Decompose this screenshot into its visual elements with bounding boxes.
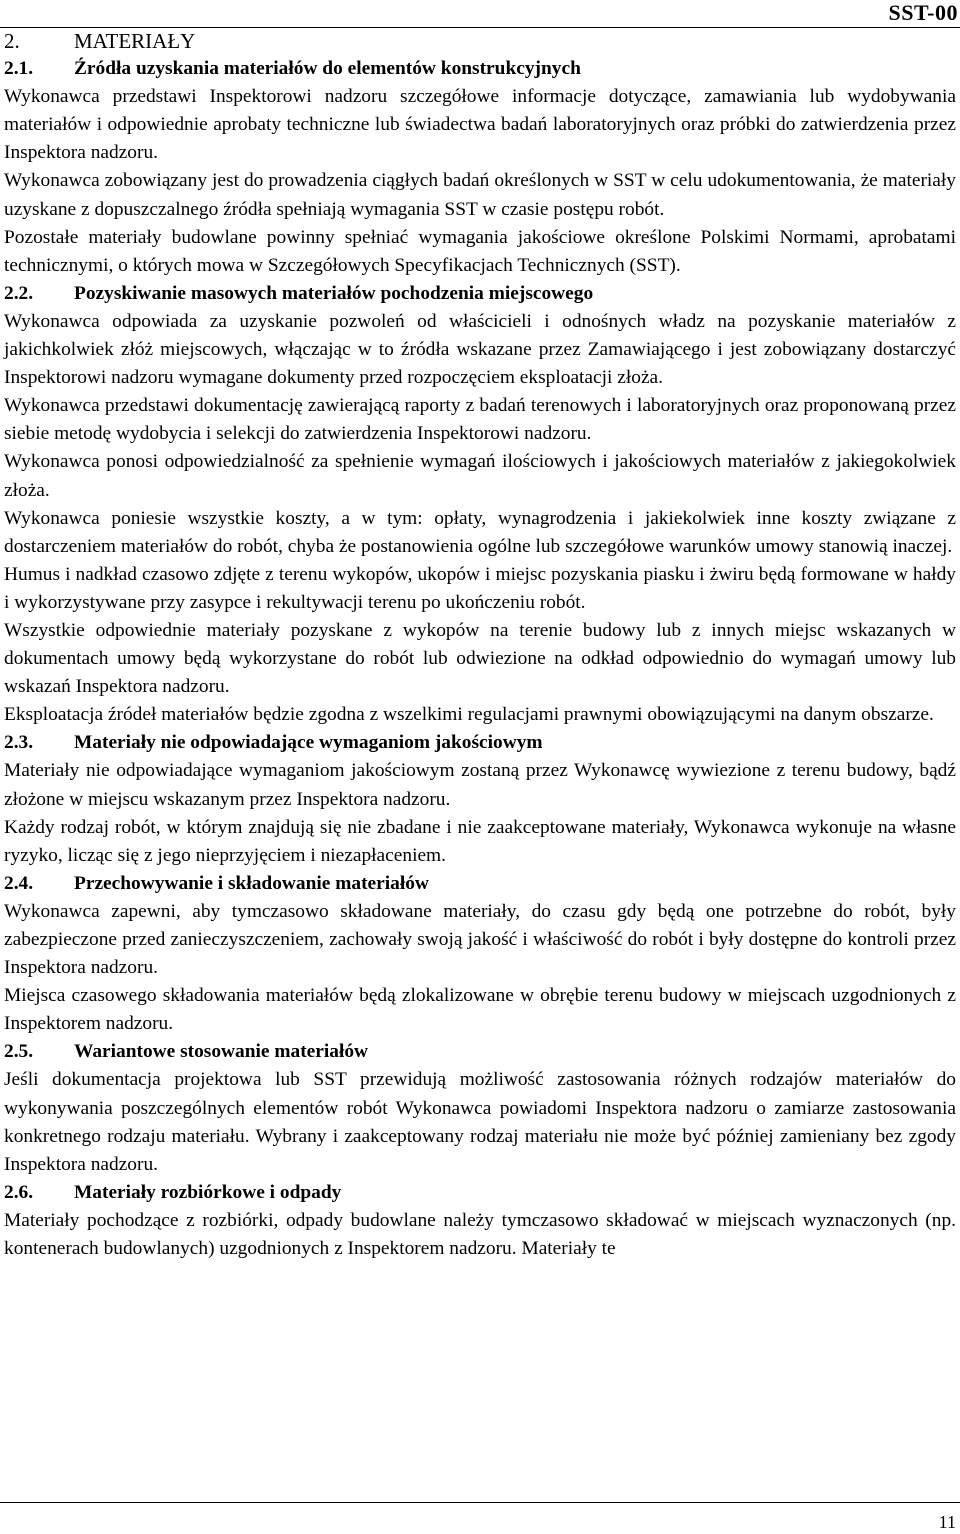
- section-heading-2-4: [4, 870, 956, 898]
- section-title: Materiały nie odpowiadające wymaganiom jakościowym: [74, 732, 543, 754]
- section-title: Pozyskiwanie masowych materiałów pochodzenia miejscowego: [74, 282, 594, 304]
- paragraph: Miejsca czasowego składowania materiałów będą zlokalizowane w obrębie terenu budowy w miejscach uzgodnionych z Inspektorem nadzoru.: [4, 985, 956, 1035]
- footer-rule: [0, 1502, 960, 1503]
- section-number: 2.3.: [4, 732, 34, 754]
- paragraph: Materiały pochodzące z rozbiórki, odpady budowlane należy tymczasowo składować w miejscach wyznaczonych (np. kontenerach budowlanych) uzgodnionych z Inspektorem nadzoru. Materiały te: [4, 1209, 956, 1260]
- section-title: Przechowywanie i składowanie materiałów: [74, 872, 429, 894]
- paragraph: Materiały nie odpowiadające wymaganiom jakościowym zostaną przez Wykonawcę wywiezione z terenu budowy, bądź złożone w miejscu wskazanym przez Inspektora nadzoru.: [4, 760, 956, 810]
- paragraph: Wykonawca odpowiada za uzyskanie pozwoleń od właścicieli i odnośnych władz na pozyskanie materiałów z jakichkolwiek złóż miejscowych, włączając w to źródła wskazane przez Zamawiającego i jest zobowiązany dostarczyć Inspektorowi nadzoru wymagane dokumenty przed rozpoczęciem eksploatacji złoża.: [4, 310, 956, 389]
- paragraph: Wykonawca przedstawi dokumentację zawierającą raporty z badań terenowych i laboratoryjnych oraz proponowaną przez siebie metodę wydobycia i selekcji do zatwierdzenia Inspektorowi nadzoru.: [4, 395, 956, 445]
- page-number: 11: [938, 1512, 956, 1532]
- section-title: Materiały rozbiórkowe i odpady: [74, 1181, 342, 1203]
- section-title: Wariantowe stosowanie materiałów: [74, 1041, 369, 1063]
- section-heading-2-3: [4, 729, 956, 757]
- document-body: [4, 27, 956, 1263]
- paragraph: Wykonawca ponosi odpowiedzialność za spełnienie wymagań ilościowych i jakościowych materiałów z jakiegokolwiek złoża.: [4, 451, 956, 501]
- section-title: Źródła uzyskania materiałów do elementów konstrukcyjnych: [74, 58, 581, 80]
- paragraph: Wykonawca zobowiązany jest do prowadzenia ciągłych badań określonych w SST w celu udokumentowania, że materiały uzyskane z dopuszczalnego źródła spełniają wymagania SST w czasie postępu robót.: [4, 170, 956, 220]
- section-heading-2: [4, 27, 956, 55]
- section-heading-2-1: [4, 55, 956, 83]
- paragraph: Eksploatacja źródeł materiałów będzie zgodna z wszelkimi regulacjami prawnymi obowiązującymi na danym obszarze.: [4, 704, 934, 726]
- section-number: 2.4.: [4, 872, 34, 894]
- section-heading-2-6: [4, 1179, 956, 1207]
- document-code: SST-00: [888, 0, 958, 25]
- paragraph: Każdy rodzaj robót, w którym znajdują się nie zbadane i nie zaakceptowane materiały, Wykonawca wykonuje na własne ryzyko, licząc się z jego nieprzyjęciem i niezapłaceniem.: [4, 816, 956, 866]
- paragraph: Jeśli dokumentacja projektowa lub SST przewidują możliwość zastosowania różnych rodzajów materiałów do wykonywania poszczególnych elementów robót Wykonawca powiadomi Inspektora nadzoru o zamiarze zastosowania konkretnego rodzaju materiału. Wybrany i zaakceptowany rodzaj materiału nie może być później zamieniany bez zgody Inspektora nadzoru.: [4, 1069, 956, 1175]
- paragraph: Humus i nadkład czasowo zdjęte z terenu wykopów, ukopów i miejsc pozyskania piasku i żwiru będą formowane w hałdy i wykorzystywane przy zasypce i rekultywacji terenu po ukończeniu robót.: [4, 563, 956, 613]
- paragraph: Wykonawca przedstawi Inspektorowi nadzoru szczegółowe informacje dotyczące, zamawiania lub wydobywania materiałów i odpowiednie aprobaty techniczne lub świadectwa badań laboratoryjnych oraz próbki do zatwierdzenia przez Inspektora nadzoru.: [4, 86, 956, 164]
- section-heading-2-5: [4, 1038, 956, 1066]
- section-title: MATERIAŁY: [74, 29, 196, 53]
- section-number: 2.6.: [4, 1181, 34, 1203]
- section-number: 2.5.: [4, 1041, 34, 1063]
- section-number: 2.2.: [4, 282, 34, 304]
- paragraph: Pozostałe materiały budowlane powinny spełniać wymagania jakościowe określone Polskimi Normami, aprobatami technicznymi, o których mowa w Szczegółowych Specyfikacjach Technicznych (SST).: [4, 226, 956, 276]
- section-number: 2.1.: [4, 58, 34, 80]
- paragraph: Wykonawca zapewni, aby tymczasowo składowane materiały, do czasu gdy będą one potrzebne do robót, były zabezpieczone przed zanieczyszczeniem, zachowały swoją jakość i właściwość do robót i były dostępne do kontroli przez Inspektora nadzoru.: [4, 900, 956, 979]
- paragraph: Wszystkie odpowiednie materiały pozyskane z wykopów na terenie budowy lub z innych miejsc wskazanych w dokumentach umowy będą wykorzystane do robót lub odwiezione na odkład odpowiednio do wymagań umowy lub wskazań Inspektora nadzoru.: [4, 619, 956, 698]
- section-heading-2-2: [4, 280, 956, 308]
- paragraph: Wykonawca poniesie wszystkie koszty, a w tym: opłaty, wynagrodzenia i jakiekolwiek inne koszty związane z dostarczeniem materiałów do robót, chyba że postanowienia ogólne lub szczegółowe warunków umowy stanowią inaczej.: [4, 507, 956, 557]
- section-number: 2.: [4, 29, 20, 53]
